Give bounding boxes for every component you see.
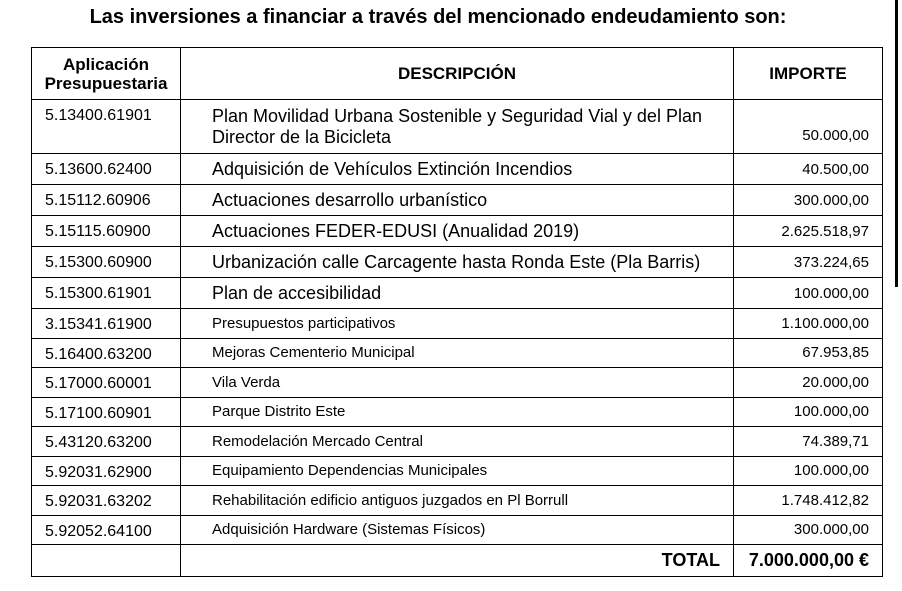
page-edge-line xyxy=(895,0,898,287)
row-amount: 1.748.412,82 xyxy=(734,486,883,516)
row-amount: 300.000,00 xyxy=(734,185,883,216)
table-row xyxy=(32,397,883,427)
row-amount: 50.000,00 xyxy=(734,100,883,154)
table-row xyxy=(32,247,883,278)
row-description: Adquisición de Vehículos Extinción Incendios xyxy=(181,154,734,185)
row-amount: 100.000,00 xyxy=(734,456,883,486)
table-row xyxy=(32,368,883,398)
table-header-row xyxy=(32,48,883,100)
row-amount: 373.224,65 xyxy=(734,247,883,278)
row-description: Plan Movilidad Urbana Sostenible y Seguridad Vial y del Plan Director de la Bicicleta xyxy=(181,100,734,154)
row-code: 5.17100.60901 xyxy=(32,397,181,427)
table-row xyxy=(32,309,883,339)
total-row xyxy=(32,545,883,577)
row-description: Mejoras Cementerio Municipal xyxy=(181,338,734,368)
row-amount: 67.953,85 xyxy=(734,338,883,368)
header-importe: IMPORTE xyxy=(734,48,883,100)
row-amount: 74.389,71 xyxy=(734,427,883,457)
row-code: 5.15115.60900 xyxy=(32,216,181,247)
row-code: 5.13600.62400 xyxy=(32,154,181,185)
total-value: 7.000.000,00 € xyxy=(734,545,883,577)
row-code: 5.17000.60001 xyxy=(32,368,181,398)
row-amount: 100.000,00 xyxy=(734,278,883,309)
investments-table xyxy=(31,47,883,577)
row-description: Presupuestos participativos xyxy=(181,309,734,339)
table-row xyxy=(32,100,883,154)
row-description: Parque Distrito Este xyxy=(181,397,734,427)
row-description: Remodelación Mercado Central xyxy=(181,427,734,457)
table-row xyxy=(32,278,883,309)
header-aplicacion xyxy=(32,48,181,100)
document-title: Las inversiones a financiar a través del mencionado endeudamiento son: xyxy=(89,6,787,28)
table-row xyxy=(32,427,883,457)
header-aplicacion-line1: Aplicación xyxy=(63,54,149,74)
table-row xyxy=(32,338,883,368)
header-aplicacion-line2: Presupuestaria xyxy=(44,73,168,93)
row-amount: 2.625.518,97 xyxy=(734,216,883,247)
header-descripcion: DESCRIPCIÓN xyxy=(181,48,734,100)
row-description: Rehabilitación edificio antiguos juzgados en Pl Borrull xyxy=(181,486,734,516)
row-code: 5.92052.64100 xyxy=(32,515,181,545)
row-description: Urbanización calle Carcagente hasta Ronda Este (Pla Barris) xyxy=(181,247,734,278)
row-amount: 40.500,00 xyxy=(734,154,883,185)
row-amount: 100.000,00 xyxy=(734,397,883,427)
table-row xyxy=(32,154,883,185)
row-description: Vila Verda xyxy=(181,368,734,398)
table-row xyxy=(32,486,883,516)
table-row xyxy=(32,185,883,216)
row-code: 5.92031.63202 xyxy=(32,486,181,516)
row-description: Plan de accesibilidad xyxy=(181,278,734,309)
row-code: 5.15112.60906 xyxy=(32,185,181,216)
row-code: 5.92031.62900 xyxy=(32,456,181,486)
row-amount: 300.000,00 xyxy=(734,515,883,545)
row-description: Adquisición Hardware (Sistemas Físicos) xyxy=(181,515,734,545)
table-row xyxy=(32,456,883,486)
row-description: Equipamiento Dependencias Municipales xyxy=(181,456,734,486)
row-code: 5.15300.61901 xyxy=(32,278,181,309)
row-code: 5.43120.63200 xyxy=(32,427,181,457)
row-code: 3.15341.61900 xyxy=(32,309,181,339)
row-amount: 1.100.000,00 xyxy=(734,309,883,339)
row-description: Actuaciones desarrollo urbanístico xyxy=(181,185,734,216)
total-label: TOTAL xyxy=(181,545,734,577)
total-empty-cell xyxy=(32,545,181,577)
row-description: Actuaciones FEDER-EDUSI (Anualidad 2019) xyxy=(181,216,734,247)
row-amount: 20.000,00 xyxy=(734,368,883,398)
row-code: 5.16400.63200 xyxy=(32,338,181,368)
table-row xyxy=(32,216,883,247)
row-code: 5.13400.61901 xyxy=(32,100,181,154)
row-code: 5.15300.60900 xyxy=(32,247,181,278)
table-row xyxy=(32,515,883,545)
